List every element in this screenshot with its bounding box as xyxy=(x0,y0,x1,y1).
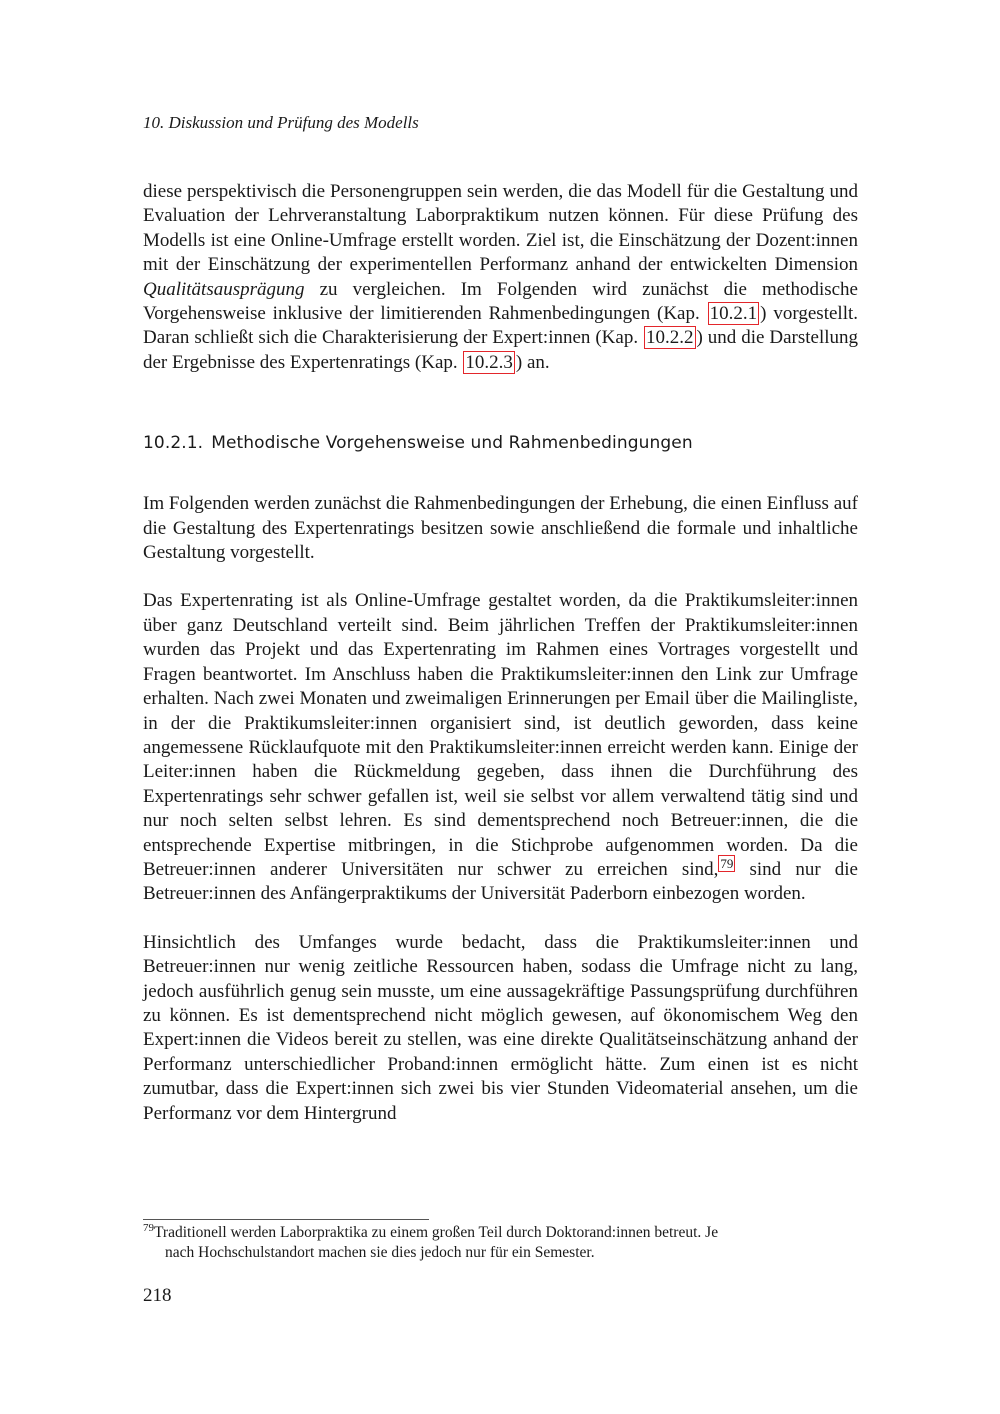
intro-text-4: ) und die Darstellung der Ergebnisse des Expertenratings (Kap. xyxy=(143,327,859,373)
chapter-link-10-2-1[interactable]: 10.2.1 xyxy=(709,303,758,325)
paragraph-3-text-2: sind nur die Betreuer:innen des Anfängerpraktikums der Universität Paderborn einbezogen worden. xyxy=(143,858,858,905)
footnote-link-79[interactable]: 79 xyxy=(720,855,734,871)
footnote-divider xyxy=(143,1219,429,1220)
paragraph-2: Im Folgenden werden zunächst die Rahmenbedingungen der Erhebung, die einen Einfluss auf die Gestaltung des Expertenratings besitzen sowie anschließend die formale und inhaltliche Gestaltung vorgestellt. xyxy=(143,493,858,564)
page-number: 218 xyxy=(143,1285,172,1306)
footnote-mark: 79 xyxy=(143,1222,154,1234)
running-head: 10. Diskussion und Prüfung des Modells xyxy=(143,113,419,132)
paragraph-3 xyxy=(143,589,858,906)
intro-text-2: zu vergleichen. Im Folgenden wird zunächst die methodische Vorgehensweise inklusive der limitierenden Rahmenbedingungen (Kap. xyxy=(143,278,858,325)
section-title: Methodische Vorgehensweise und Rahmenbedingungen xyxy=(211,433,693,454)
intro-paragraph xyxy=(143,180,858,375)
chapter-link-10-2-2[interactable]: 10.2.2 xyxy=(646,327,694,349)
intro-text-3: ) vorgestellt. Daran schließt sich die Charakterisierung der Expert:innen (Kap. xyxy=(143,303,859,349)
section-heading xyxy=(143,432,858,454)
paragraph-3-text-1: Das Expertenrating ist als Online-Umfrage gestaltet worden, da die Praktikumsleiter:innen über ganz Deutschland verteilt sind. Beim jährlichen Treffen der Praktikumsleiter:innen wurden das Projekt und das Expertenrating im Rahmen eines Vortrages vorgestellt und Fragen beantwortet. Im Anschluss haben die Praktikumsleiter:innen den Link zur Umfrage erhalten. Nach zwei Monaten und zweimaligen Erinnerungen per Email über die Mailingliste, in der die Praktikumsleiter:innen organisiert sind, ist deutlich geworden, dass keine angemessene Rücklaufquote mit den Praktikumsleiter:innen erreicht werden kann. Einige der Leiter:innen haben die Rückmeldung gegeben, dass ihnen die Durchführung des Expertenratings sehr schwer gefallen ist, weil sie selbst vor allem verwaltend tätig sind und nur noch selten selbst lehren. Es sind dementsprechend noch Betreuer:innen, die die entsprechende Expertise mitbringen, in die Stichprobe aufgenommen worden. Da die Betreuer:innen anderer Universitäten nur schwer zu erreichen sind, xyxy=(143,590,858,880)
chapter-link-10-2-3[interactable]: 10.2.3 xyxy=(465,351,513,373)
intro-text-5: ) an. xyxy=(515,351,550,373)
footnote-line-1: Traditionell werden Laborpraktika zu einem großen Teil durch Doktorand:innen betreut. Je xyxy=(154,1224,719,1241)
footnote xyxy=(143,1223,858,1263)
section-number: 10.2.1. xyxy=(143,433,204,454)
paragraph-4: Hinsichtlich des Umfanges wurde bedacht, dass die Praktikumsleiter:innen und Betreuer:innen nur wenig zeitliche Ressourcen haben, sodass die Umfrage nicht zu lang, jedoch ausführlich genug sein musste, um eine aussagekräftige Passungsprüfung durchführen zu können. Es ist dementsprechend nicht möglich gewesen, auf ökonomischem Weg den Expert:innen die Videos bereit zu stellen, was eine direkte Qualitätseinschätzung anhand der Performanz unterschiedlicher Proband:innen ermöglicht hätte. Zum einen ist es nicht zumutbar, dass die Expert:innen sich zwei bis vier Stunden Videomaterial ansehen, um die Performanz vor dem Hintergrund xyxy=(143,931,858,1124)
page-body xyxy=(143,112,858,1126)
footnote-line-2: nach Hochschulstandort machen sie dies jedoch nur für ein Semester. xyxy=(165,1244,595,1261)
emphasis-term: Qualitätsausprägung xyxy=(143,278,305,300)
intro-text-1: diese perspektivisch die Personengruppen sein werden, die das Modell für die Gestaltung und Evaluation der Lehrveranstaltung Laborpraktikum nutzen können. Für diese Prüfung des Modells ist eine Online-Umfrage erstellt worden. Ziel ist, die Einschätzung der Dozent:innen mit der Einschätzung der experimentellen Performanz anhand der entwickelten Dimension xyxy=(143,181,858,276)
